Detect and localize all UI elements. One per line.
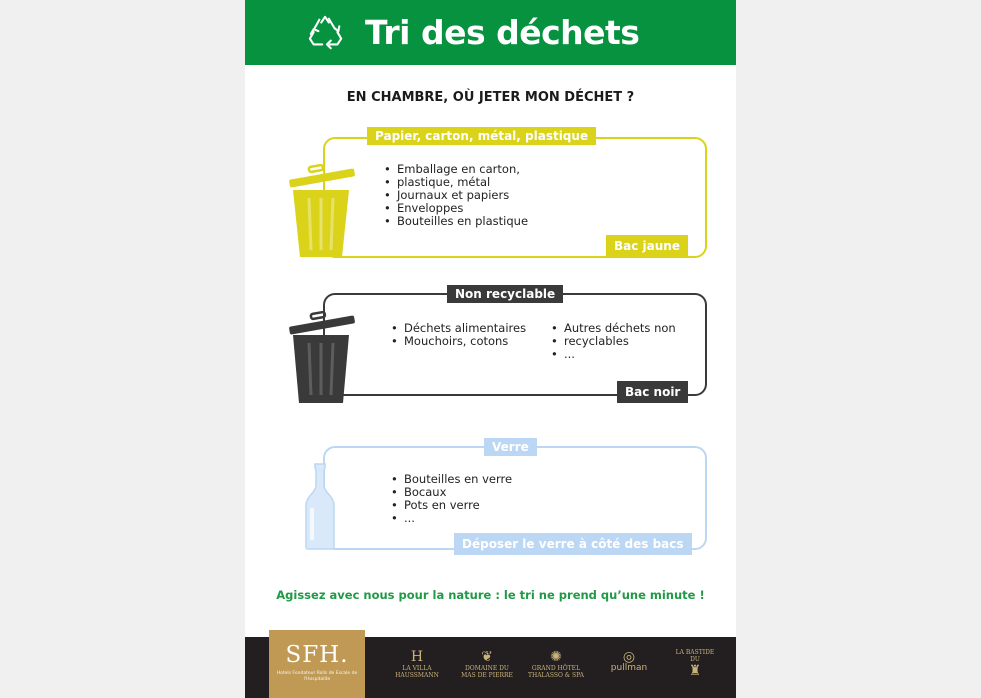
black-items-list-left (391, 322, 526, 348)
list-item: • Déchets alimentaires (391, 322, 526, 335)
bastide-logo: LA BASTIDE DU ♜ (675, 649, 715, 679)
black-items-list-right (551, 322, 676, 361)
question-heading: EN CHAMBRE, OÙ JETER MON DÉCHET ? (346, 90, 635, 105)
list-item: • Journaux et papiers (384, 189, 528, 202)
header-banner (245, 0, 736, 65)
glass-bin-label: Déposer le verre à côté des bacs (454, 533, 692, 555)
page-title: Tri des déchets (365, 13, 640, 52)
villa-haussmann-logo: H LA VILLA HAUSSMANN (395, 649, 439, 679)
list-item: • Bocaux (391, 486, 512, 499)
poster (245, 0, 736, 698)
glass-items-list (391, 473, 512, 525)
list-item: • Emballage en carton, (384, 163, 528, 176)
slogan: Agissez avec nous pour la nature : le tri ne prend qu’une minute ! (276, 588, 705, 602)
list-item: • ... (391, 512, 512, 525)
glass-section-tag: Verre (484, 438, 537, 456)
sfh-logo: SFH. Hotels Fondateur Rolls de Escale de l'Hospitalite (269, 630, 365, 698)
list-item-continuation: • plastique, métal (384, 176, 528, 189)
grand-hotel-logo: ✺ GRAND HÔTEL THALASSO & SPA (527, 649, 584, 679)
footer-band (245, 637, 736, 698)
yellow-items-list (384, 163, 528, 228)
yellow-bin-label: Bac jaune (606, 235, 688, 257)
list-item: • Mouchoirs, cotons (391, 335, 526, 348)
list-item: • Autres déchets non (551, 322, 676, 335)
list-item: • Pots en verre (391, 499, 512, 512)
list-item: • ... (551, 348, 676, 361)
recycle-icon (307, 14, 345, 52)
pullman-logo: ◎ pullman (610, 649, 648, 673)
list-item: • Bouteilles en plastique (384, 215, 528, 228)
glass-bottle-icon (303, 462, 337, 550)
list-item-continuation: • recyclables (551, 335, 676, 348)
list-item: • Bouteilles en verre (391, 473, 512, 486)
mas-de-pierre-logo: ❦ DOMAINE DU MAS DE PIERRE (461, 649, 513, 679)
yellow-bin-icon (287, 164, 357, 260)
black-section-tag: Non recyclable (447, 285, 563, 303)
black-bin-icon (287, 311, 357, 405)
yellow-section-tag: Papier, carton, métal, plastique (367, 127, 596, 145)
black-bin-label: Bac noir (617, 381, 688, 403)
list-item: • Enveloppes (384, 202, 528, 215)
